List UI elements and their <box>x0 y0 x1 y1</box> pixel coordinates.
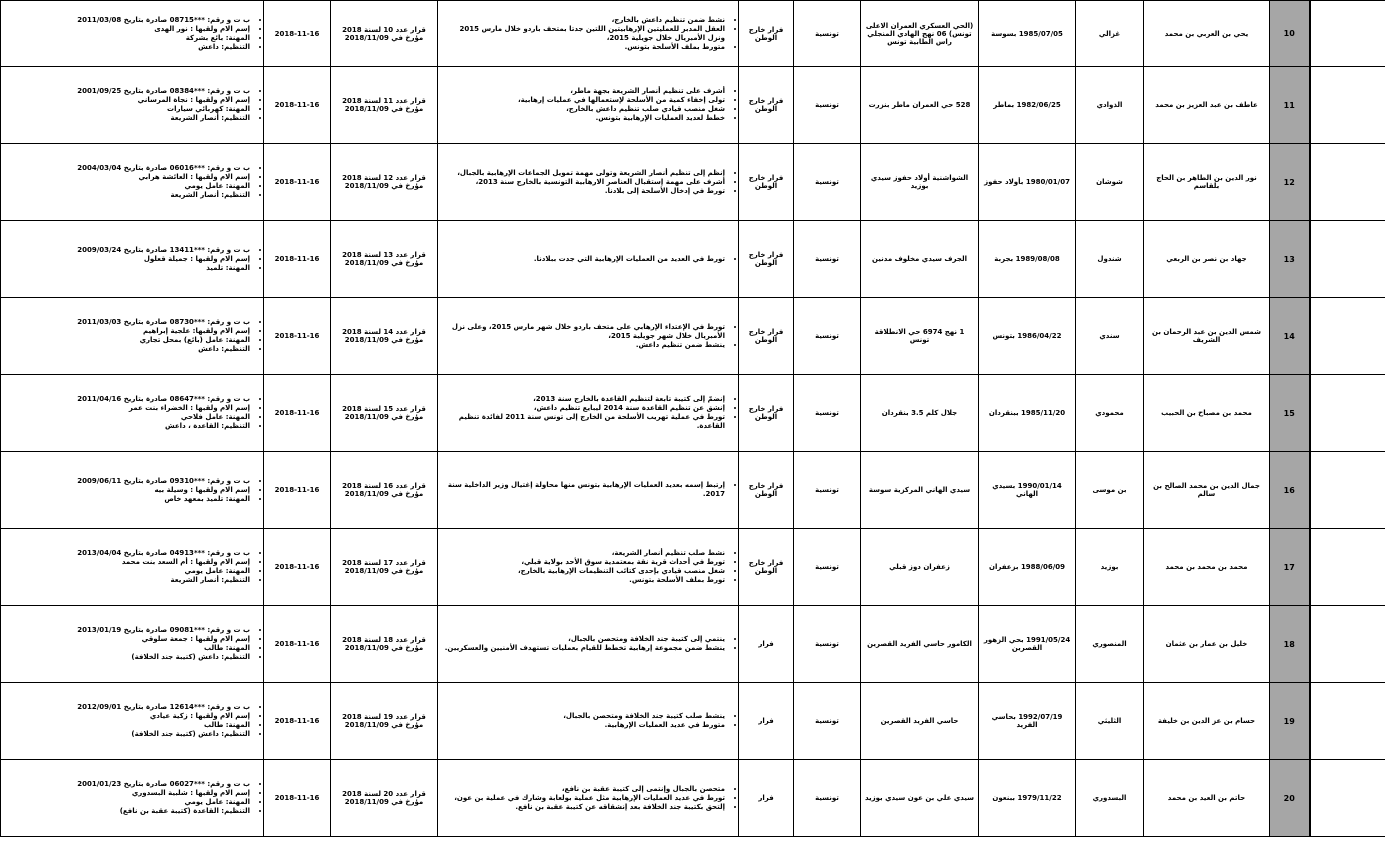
activity-item: • تورط في إدخال الأسلحة إلى بلادنا. <box>441 187 725 196</box>
publication-date-cell: 2018-11-16 <box>264 529 331 606</box>
id-info-cell <box>1 606 264 683</box>
row-number-cell: 13 <box>1270 221 1310 298</box>
edge-strip <box>1310 67 1385 144</box>
birth-cell: 1989/08/08 بجربة <box>979 221 1076 298</box>
publication-date-cell: 2018-11-16 <box>264 760 331 837</box>
table-row <box>1 683 1385 760</box>
activity-item: • نشط ضمن تنظيم داعش بالخارج، <box>441 16 725 25</box>
publication-date-cell: 2018-11-16 <box>264 1 331 67</box>
id-info-list <box>4 703 260 739</box>
status-cell: فرار خارج الوطن <box>739 529 794 606</box>
id-info-item: • التنظيم: أنصار الشريعة <box>4 114 250 123</box>
birth-cell: 1982/06/25 بماطر <box>979 67 1076 144</box>
id-info-list <box>4 16 260 52</box>
id-info-item: • إسم الام ولقبها : جميلة قعلول <box>4 255 250 264</box>
nationality-cell: تونسية <box>794 606 861 683</box>
publication-date-cell: 2018-11-16 <box>264 67 331 144</box>
activity-item: • ينشط ضمن تنظيم داعش. <box>441 341 725 350</box>
birth-cell: 1985/11/20 ببنقردان <box>979 375 1076 452</box>
row-number-cell: 15 <box>1270 375 1310 452</box>
status-cell: فرار خارج الوطن <box>739 452 794 529</box>
id-info-item: • ب ت و رقم: ***09310 صادرة بتاريخ 2009/06/11 <box>4 477 250 486</box>
activity-item: • إرتبط إسمه بعديد العمليات الإرهابية بتونس منها محاولة إغتيال وزير الداخلية سنة 2017. <box>441 481 725 499</box>
activities-list <box>441 169 735 196</box>
surname-cell: المنصوري <box>1076 606 1144 683</box>
name-cell: حسام بن عز الدين بن خليفة <box>1144 683 1270 760</box>
nationality-cell: تونسية <box>794 529 861 606</box>
address-cell: جلال كلم 3.5 بنقردان <box>861 375 979 452</box>
activity-item: • تورط في عديد العمليات الإرهابية مثل عملية بولعابة وشارك في عملية بن عون، <box>441 794 725 803</box>
activity-item: • إلتحق بكتيبة جند الخلافة بعد إنشقاقه عن كتيبة عقبة بن نافع. <box>441 803 725 812</box>
activity-item: • تورط في عملية تهريب الأسلحة من الخارج إلى تونس سنة 2011 لفائدة تنظيم القاعدة. <box>441 413 725 431</box>
surname-cell: سندي <box>1076 298 1144 375</box>
table-row <box>1 452 1385 529</box>
status-cell: فرار خارج الوطن <box>739 67 794 144</box>
id-info-item: • ب ت و رقم: ***08730 صادرة بتاريخ 2011/03/03 <box>4 318 250 327</box>
table-row <box>1 529 1385 606</box>
status-cell: فرار <box>739 683 794 760</box>
id-info-list <box>4 549 260 585</box>
decision-cell: قرار عدد 20 لسنة 2018 مؤرخ في 2018/11/09 <box>331 760 438 837</box>
edge-strip <box>1310 298 1385 375</box>
table-row <box>1 375 1385 452</box>
surname-cell: محمودي <box>1076 375 1144 452</box>
activity-item: • أشرف على مهمة إستقبال العناصر الارهابية التونسية بالخارج سنة 2013، <box>441 178 725 187</box>
id-info-item: • إسم الام ولقبها : زكية عيادي <box>4 712 250 721</box>
activities-cell <box>438 683 739 760</box>
id-info-item: • التنظيم: أنصار الشريعة <box>4 576 250 585</box>
activity-item: • تورط في أحداث قرية نقة بمعتمدية سوق الأحد بولاية قبلي، <box>441 558 725 567</box>
publication-date-cell: 2018-11-16 <box>264 375 331 452</box>
activities-cell <box>438 606 739 683</box>
activities-list <box>441 87 735 123</box>
activities-cell <box>438 298 739 375</box>
decision-cell: قرار عدد 17 لسنة 2018 مؤرخ في 2018/11/09 <box>331 529 438 606</box>
status-cell: فرار <box>739 760 794 837</box>
id-info-item: • إسم الام ولقبها : شلبية البسدوري <box>4 789 250 798</box>
name-cell: محمد بن محمد بن محمد <box>1144 529 1270 606</box>
id-info-item: • ب ت و رقم: ***13411 صادرة بتاريخ 2009/03/24 <box>4 246 250 255</box>
id-info-list <box>4 626 260 662</box>
decision-cell: قرار عدد 13 لسنة 2018 مؤرخ في 2018/11/09 <box>331 221 438 298</box>
id-info-item: • المهنة: عامل يومي <box>4 567 250 576</box>
activities-cell <box>438 529 739 606</box>
table-row <box>1 1 1385 67</box>
row-number-cell: 20 <box>1270 760 1310 837</box>
decision-cell: قرار عدد 12 لسنة 2018 مؤرخ في 2018/11/09 <box>331 144 438 221</box>
id-info-item: • التنظيم: داعش <box>4 345 250 354</box>
activity-item: • ينشط ضمن مجموعة إرهابية تخطط للقيام بعمليات تستهدف الأمنيين والعسكريين. <box>441 644 725 653</box>
activity-item: • ينشط صلب كتيبة جند الخلافة ومتحصن بالجبال، <box>441 712 725 721</box>
birth-cell: 1990/01/14 بسيدي الهاني <box>979 452 1076 529</box>
status-cell: فرار <box>739 606 794 683</box>
activities-list <box>441 255 735 264</box>
name-cell: محمد بن مصباح بن الحبيب <box>1144 375 1270 452</box>
address-cell: سيدي علي بن عون سيدي بوزيد <box>861 760 979 837</box>
decision-cell: قرار عدد 15 لسنة 2018 مؤرخ في 2018/11/09 <box>331 375 438 452</box>
activities-list <box>441 395 735 431</box>
id-info-item: • ب ت و رقم: ***08647 صادرة بتاريخ 2011/04/16 <box>4 395 250 404</box>
nationality-cell: تونسية <box>794 1 861 67</box>
address-cell: الشواشنية أولاد حفوز سيدي بوزيد <box>861 144 979 221</box>
activities-list <box>441 16 735 52</box>
id-info-item: • ب ت و رقم: ***08384 صادرة بتاريخ 2001/09/25 <box>4 87 250 96</box>
address-cell: زعفران دوز قبلي <box>861 529 979 606</box>
id-info-item: • إسم الام ولقبها : نجاة المرساني <box>4 96 250 105</box>
row-number-cell: 19 <box>1270 683 1310 760</box>
edge-strip <box>1310 452 1385 529</box>
activity-item: • إنظم إلى تنظيم أنصار الشريعة وتولى مهمة تمويل الجماعات الإرهابية بالجبال، <box>441 169 725 178</box>
birth-cell: 1988/06/09 بزعفران <box>979 529 1076 606</box>
id-info-cell <box>1 760 264 837</box>
birth-cell: 1985/07/05 بسوسة <box>979 1 1076 67</box>
edge-strip <box>1310 606 1385 683</box>
edge-strip <box>1310 529 1385 606</box>
nationality-cell: تونسية <box>794 452 861 529</box>
activity-item: • شغل منصب قيادي بإحدى كتائب التنظيمات الإرهابية بالخارج، <box>441 567 725 576</box>
activity-item: • إنشق عن تنظيم القاعدة سنة 2014 ليبايع تنظيم داعش، <box>441 404 725 413</box>
activities-cell <box>438 144 739 221</box>
address-cell: 1 نهج 6974 حي الانطلاقة تونس <box>861 298 979 375</box>
nationality-cell: تونسية <box>794 221 861 298</box>
edge-strip <box>1310 221 1385 298</box>
id-info-item: • ب ت و رقم: ***06016 صادرة بتاريخ 2004/03/04 <box>4 164 250 173</box>
surname-cell: شندول <box>1076 221 1144 298</box>
status-cell: فرار خارج الوطن <box>739 1 794 67</box>
address-cell: الكامور حاسي الفريد القصرين <box>861 606 979 683</box>
activity-item: • تورط في العديد من العمليات الإرهابية التي جدت ببلادنا. <box>441 255 725 264</box>
surname-cell: البسدوري <box>1076 760 1144 837</box>
activities-cell <box>438 452 739 529</box>
name-cell: نور الدين بن الطاهر بن الحاج بلقاسم <box>1144 144 1270 221</box>
name-cell: حاتم بن العيد بن محمد <box>1144 760 1270 837</box>
activities-list <box>441 549 735 585</box>
id-info-list <box>4 477 260 504</box>
id-info-cell <box>1 452 264 529</box>
activities-cell <box>438 1 739 67</box>
activity-item: • متحصن بالجبال وإنتمى إلى كتيبة عقبة بن نافع، <box>441 785 725 794</box>
activities-list <box>441 785 735 812</box>
id-info-item: • ب ت و رقم: ***09081 صادرة بتاريخ 2013/01/19 <box>4 626 250 635</box>
edge-strip <box>1310 1 1385 67</box>
address-cell: (الحي العسكري العمران الاعلى تونس) 06 نهج الهادي المنجلي راس الطابية تونس <box>861 1 979 67</box>
birth-cell: 1991/05/24 بحي الزهور القصرين <box>979 606 1076 683</box>
activity-item: • ينتمي إلى كتيبة جند الخلافة ومتحصن بالجبال، <box>441 635 725 644</box>
activities-list <box>441 712 735 730</box>
row-number-cell: 17 <box>1270 529 1310 606</box>
id-info-item: • إسم الام ولقبها : أم السعد بنت محمد <box>4 558 250 567</box>
id-info-cell <box>1 67 264 144</box>
activities-cell <box>438 760 739 837</box>
publication-date-cell: 2018-11-16 <box>264 452 331 529</box>
address-cell: سيدي الهاني المركزية سوسة <box>861 452 979 529</box>
birth-cell: 1992/07/19 بحاسي الفريد <box>979 683 1076 760</box>
nationality-cell: تونسية <box>794 683 861 760</box>
address-cell: 528 حي العمران ماطر بنزرت <box>861 67 979 144</box>
address-cell: الجرف سيدي مخلوف مدنين <box>861 221 979 298</box>
id-info-item: • إسم الام ولقبها : جمعة سلوقي <box>4 635 250 644</box>
birth-cell: 1980/01/07 بأولاد حفوز <box>979 144 1076 221</box>
id-info-item: • المهنة: كهربائي سيارات <box>4 105 250 114</box>
row-number-cell: 14 <box>1270 298 1310 375</box>
activity-item: • إنضمّ إلى كتيبة تابعة لتنظيم القاعدة بالخارج سنة 2013، <box>441 395 725 404</box>
row-number-cell: 12 <box>1270 144 1310 221</box>
edge-strip <box>1310 144 1385 221</box>
address-cell: حاسي الفريد القصرين <box>861 683 979 760</box>
birth-cell: 1986/04/22 بتونس <box>979 298 1076 375</box>
activity-item: • خطط لعديد العمليات الإرهابية بتونس. <box>441 114 725 123</box>
decision-cell: قرار عدد 14 لسنة 2018 مؤرخ في 2018/11/09 <box>331 298 438 375</box>
id-info-list <box>4 780 260 816</box>
id-info-cell <box>1 298 264 375</box>
id-info-item: • ب ت و رقم: ***08715 صادرة بتاريخ 2011/03/08 <box>4 16 250 25</box>
activities-list <box>441 635 735 653</box>
status-cell: فرار خارج الوطن <box>739 298 794 375</box>
id-info-item: • إسم الام ولقبها : العائشة هرابي <box>4 173 250 182</box>
publication-date-cell: 2018-11-16 <box>264 144 331 221</box>
id-info-item: • المهنة: بائع بشركة <box>4 34 250 43</box>
decision-cell: قرار عدد 16 لسنة 2018 مؤرخ في 2018/11/09 <box>331 452 438 529</box>
surname-cell: بن موسى <box>1076 452 1144 529</box>
id-info-list <box>4 164 260 200</box>
activity-item: • شغل منصب قيادي صلب تنظيم داعش بالخارج، <box>441 105 725 114</box>
table-row <box>1 144 1385 221</box>
name-cell: جهاد بن نصر بن الربعي <box>1144 221 1270 298</box>
name-cell: عاطف بن عبد العزيز بن محمد <box>1144 67 1270 144</box>
activities-cell <box>438 67 739 144</box>
id-info-cell <box>1 1 264 67</box>
id-info-item: • المهنة: عامل (بائع) بمحل تجاري <box>4 336 250 345</box>
row-number-cell: 10 <box>1270 1 1310 67</box>
id-info-cell <box>1 375 264 452</box>
birth-cell: 1979/11/22 ببنعون <box>979 760 1076 837</box>
publication-date-cell: 2018-11-16 <box>264 683 331 760</box>
name-cell: يحي بن العربي بن محمد <box>1144 1 1270 67</box>
activity-item: • العقل المدبر للعمليتين الإرهابيتين اللتين جدتا بمتحف باردو خلال مارس 2015 ونزل الأمبريال خلال جويلية 2015، <box>441 25 725 43</box>
id-info-item: • التنظيم: القاعدة ، داعش <box>4 422 250 431</box>
decision-cell: قرار عدد 19 لسنة 2018 مؤرخ في 2018/11/09 <box>331 683 438 760</box>
edge-strip <box>1310 760 1385 837</box>
id-info-item: • التنظيم: القاعدة (كتيبة عقبة بن نافع) <box>4 807 250 816</box>
table-row <box>1 221 1385 298</box>
publication-date-cell: 2018-11-16 <box>264 298 331 375</box>
row-number-cell: 16 <box>1270 452 1310 529</box>
edge-strip <box>1310 683 1385 760</box>
status-cell: فرار خارج الوطن <box>739 144 794 221</box>
name-cell: خليل بن عمار بن عثمان <box>1144 606 1270 683</box>
id-info-cell <box>1 529 264 606</box>
activity-item: • نشط صلب تنظيم أنصار الشريعة، <box>441 549 725 558</box>
id-info-item: • إسم الام ولقبها : وسيلة بيه <box>4 486 250 495</box>
id-info-item: • المهنة: عامل يومي <box>4 182 250 191</box>
publication-date-cell: 2018-11-16 <box>264 606 331 683</box>
id-info-item: • التنظيم: داعش <box>4 43 250 52</box>
nationality-cell: تونسية <box>794 375 861 452</box>
publication-date-cell: 2018-11-16 <box>264 221 331 298</box>
activity-item: • متورط بملف الأسلحة بتونس. <box>441 43 725 52</box>
activities-list <box>441 481 735 499</box>
table-row <box>1 606 1385 683</box>
id-info-cell <box>1 144 264 221</box>
surname-cell: الثليثي <box>1076 683 1144 760</box>
id-info-item: • المهنة: تلميذ بمعهد خاص <box>4 495 250 504</box>
surname-cell: غزالي <box>1076 1 1144 67</box>
status-cell: فرار خارج الوطن <box>739 221 794 298</box>
edge-strip <box>1310 375 1385 452</box>
table-row <box>1 760 1385 837</box>
id-info-list <box>4 87 260 123</box>
id-info-item: • ب ت و رقم: ***12614 صادرة بتاريخ 2012/09/01 <box>4 703 250 712</box>
id-info-cell <box>1 683 264 760</box>
id-info-item: • التنظيم: داعش (كتيبة جند الخلافة) <box>4 653 250 662</box>
id-info-item: • التنظيم: داعش (كتيبة جند الخلافة) <box>4 730 250 739</box>
id-info-list <box>4 395 260 431</box>
activities-cell <box>438 221 739 298</box>
surname-cell: شوشان <box>1076 144 1144 221</box>
id-info-item: • ب ت و رقم: ***04913 صادرة بتاريخ 2013/04/04 <box>4 549 250 558</box>
id-info-cell <box>1 221 264 298</box>
name-cell: جمال الدين بن محمد الصالح بن سالم <box>1144 452 1270 529</box>
id-info-list <box>4 318 260 354</box>
decision-cell: قرار عدد 11 لسنة 2018 مؤرخ في 2018/11/09 <box>331 67 438 144</box>
id-info-item: • إسم الام ولقبها : الخضراء بنت عمر <box>4 404 250 413</box>
id-info-item: • المهنة: تلميذ <box>4 264 250 273</box>
name-cell: شمس الدين بن عبد الرحمان بن الشريف <box>1144 298 1270 375</box>
id-info-item: • المهنة: عامل فلاحي <box>4 413 250 422</box>
activity-item: • أشرف على تنظيم أنصار الشريعة بجهة ماطر، <box>441 87 725 96</box>
activity-item: • متورط في عديد العمليات الإرهابية. <box>441 721 725 730</box>
status-cell: فرار خارج الوطن <box>739 375 794 452</box>
table-row <box>1 298 1385 375</box>
row-number-cell: 11 <box>1270 67 1310 144</box>
nationality-cell: تونسية <box>794 144 861 221</box>
nationality-cell: تونسية <box>794 67 861 144</box>
id-info-item: • المهنة: طالب <box>4 644 250 653</box>
activities-cell <box>438 375 739 452</box>
id-info-item: • إسم الام ولقبها : نور الهدى <box>4 25 250 34</box>
id-info-item: • إسم الام ولقبها: علجية إبراهيم <box>4 327 250 336</box>
activity-item: • تورط في الإعتداء الإرهابي على متحف باردو خلال شهر مارس 2015، وعلى نزل الأمبريال خلال شهر جويلية 2015، <box>441 323 725 341</box>
decision-cell: قرار عدد 18 لسنة 2018 مؤرخ في 2018/11/09 <box>331 606 438 683</box>
nationality-cell: تونسية <box>794 760 861 837</box>
id-info-item: • ب ت و رقم: ***06027 صادرة بتاريخ 2001/01/23 <box>4 780 250 789</box>
id-info-item: • المهنة: عامل يومي <box>4 798 250 807</box>
row-number-cell: 18 <box>1270 606 1310 683</box>
decision-cell: قرار عدد 10 لسنة 2018 مؤرخ في 2018/11/09 <box>331 1 438 67</box>
activities-list <box>441 323 735 350</box>
surname-cell: الذوادي <box>1076 67 1144 144</box>
activity-item: • تورط بملف الأسلحة بتونس. <box>441 576 725 585</box>
id-info-item: • المهنة: طالب <box>4 721 250 730</box>
id-info-item: • التنظيم: أنصار الشريعة <box>4 191 250 200</box>
surname-cell: بوزيد <box>1076 529 1144 606</box>
activity-item: • تولى إخفاء كمية من الأسلحة لإستعمالها في عمليات إرهابية، <box>441 96 725 105</box>
nationality-cell: تونسية <box>794 298 861 375</box>
id-info-list <box>4 246 260 273</box>
table-row <box>1 67 1385 144</box>
